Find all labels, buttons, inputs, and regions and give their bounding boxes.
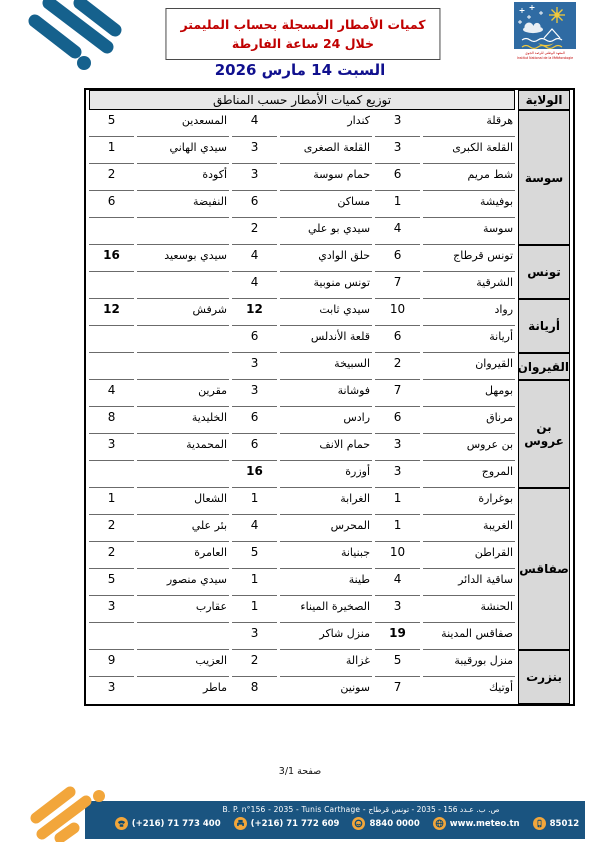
- globe-icon: [433, 817, 446, 830]
- fax-number: (+216) 71 772 609: [250, 818, 340, 829]
- region-name: القلعة الصغرى: [280, 137, 372, 164]
- rain-value: 3: [232, 164, 277, 191]
- region-name: صفاقس المدينة: [423, 623, 515, 650]
- rain-value: 6: [232, 434, 277, 461]
- rain-value: 3: [89, 434, 134, 461]
- rain-value: 8: [250, 680, 259, 694]
- rain-value: 3: [375, 596, 420, 623]
- rain-value: [89, 218, 134, 245]
- rain-value: [89, 326, 134, 353]
- region-name: المحرس: [280, 515, 372, 542]
- rainfall-table-body: [89, 110, 570, 704]
- rain-value: 2: [375, 353, 420, 380]
- region-name: سوسة: [423, 218, 515, 245]
- website-contact: [433, 817, 520, 830]
- region-name: أكودة: [137, 164, 229, 191]
- table-row: [89, 650, 570, 677]
- governorate-label: بن عروس: [518, 380, 570, 488]
- governorate-label: سوسة: [518, 110, 570, 245]
- region-name: الشعال: [137, 488, 229, 515]
- rain-value: 7: [393, 680, 402, 694]
- region-name: سيدي الهاني: [137, 137, 229, 164]
- region-name: مقرين: [137, 380, 229, 407]
- region-name: مساكن: [280, 191, 372, 218]
- rain-value: 10: [375, 542, 420, 569]
- phone-contact: [115, 817, 221, 830]
- rain-value: 1: [375, 488, 420, 515]
- region-name: أوزرة: [280, 461, 372, 488]
- rain-value: 4: [232, 110, 277, 137]
- distribution-header: توزيع كميات الأمطار حسب المناطق: [89, 90, 515, 110]
- rain-value: 3: [89, 596, 134, 623]
- rain-value: 3: [375, 137, 420, 164]
- governorate-label: صفاقس: [518, 488, 570, 650]
- region-name: الصخيرة الميناء: [280, 596, 372, 623]
- sms-contact: [533, 817, 580, 830]
- region-name: الغرابة: [280, 488, 372, 515]
- rain-value: 1: [232, 596, 277, 623]
- rain-value: 1: [89, 137, 134, 164]
- rain-value: 6: [89, 191, 134, 218]
- table-row: [89, 380, 570, 407]
- region-name: [137, 272, 229, 299]
- region-name: القلعة الكبرى: [423, 137, 515, 164]
- region-name: سيدي بوسعيد: [137, 245, 229, 272]
- region-name: رواد: [423, 299, 515, 326]
- rain-value: 10: [375, 299, 420, 326]
- region-name: شط مريم: [423, 164, 515, 191]
- rain-value: 2: [232, 218, 277, 245]
- rain-value: 6: [375, 245, 420, 272]
- rain-value: 4: [375, 569, 420, 596]
- region-name: [137, 218, 229, 245]
- region-name: بئر علي: [137, 515, 229, 542]
- rain-value: 3: [232, 137, 277, 164]
- page-number: صفحة 3/1: [278, 766, 322, 777]
- table-row: [89, 164, 570, 191]
- rain-value: 3: [375, 110, 420, 137]
- fax-contact: [234, 817, 340, 830]
- table-row: [89, 110, 570, 137]
- region-name: المسعدين: [137, 110, 229, 137]
- region-name: [137, 353, 229, 380]
- rain-value: 3: [232, 623, 277, 650]
- footer-stripes-icon: [24, 784, 124, 846]
- rain-value: 16: [232, 461, 277, 488]
- table-row: [89, 353, 570, 380]
- rainfall-table: [84, 88, 575, 706]
- rain-value: 4: [375, 218, 420, 245]
- rain-value: 9: [89, 650, 134, 677]
- inm-caption-fr: Institut National de la Météorologie: [516, 56, 574, 60]
- contacts-row: [85, 817, 585, 830]
- rain-value: 4: [232, 245, 277, 272]
- table-row: [89, 191, 570, 218]
- table-row: [89, 542, 570, 569]
- rain-value: 19: [375, 623, 420, 650]
- callcenter-number: 8840 0000: [369, 818, 420, 829]
- rain-value: 3: [107, 680, 116, 694]
- report-title-box: [165, 8, 440, 60]
- governorate-label: تونس: [518, 245, 570, 299]
- rain-value: [89, 353, 134, 380]
- rain-value: 1: [375, 191, 420, 218]
- rain-value: 5: [89, 110, 134, 137]
- governorate-label: أريانة: [518, 299, 570, 353]
- rain-value: [89, 623, 134, 650]
- region-name: منزل شاكر: [280, 623, 372, 650]
- rain-value: 2: [89, 515, 134, 542]
- region-name: قلعة الأندلس: [280, 326, 372, 353]
- rain-value: 6: [375, 164, 420, 191]
- sms-icon: [533, 817, 546, 830]
- rain-value: 6: [232, 326, 277, 353]
- rain-value: 4: [89, 380, 134, 407]
- rain-value: 16: [89, 245, 134, 272]
- rain-value: 3: [375, 461, 420, 488]
- rain-value: 4: [232, 515, 277, 542]
- region-name: [137, 623, 229, 650]
- region-name: [137, 461, 229, 488]
- callcenter-contact: [352, 817, 419, 830]
- region-name: القراطن: [423, 542, 515, 569]
- table-row: [89, 596, 570, 623]
- rain-value: 6: [375, 407, 420, 434]
- region-name: المروج: [423, 461, 515, 488]
- governorate-column-header: الولاية: [518, 90, 570, 110]
- rain-value: 5: [375, 650, 420, 677]
- region-name: منزل بورقيبة: [423, 650, 515, 677]
- rain-value: 7: [375, 272, 420, 299]
- region-name: السبيخة: [280, 353, 372, 380]
- phone-number: (+216) 71 773 400: [131, 818, 221, 829]
- region-name: مرناق: [423, 407, 515, 434]
- governorate-label: بنزرت: [518, 650, 570, 704]
- table-row: [89, 434, 570, 461]
- rain-value: 6: [232, 407, 277, 434]
- region-name: عقارب: [137, 596, 229, 623]
- region-name: بوغرارة: [423, 488, 515, 515]
- rain-value: 1: [89, 488, 134, 515]
- table-row: [89, 515, 570, 542]
- region-name: الخليدية: [137, 407, 229, 434]
- table-row: [89, 488, 570, 515]
- table-row: [89, 218, 570, 245]
- rain-value: 6: [375, 326, 420, 353]
- region-name: فوشانة: [280, 380, 372, 407]
- rain-value: [89, 461, 134, 488]
- table-row: [89, 461, 570, 488]
- region-name: العزيب: [137, 650, 229, 677]
- region-name: الشرقية: [423, 272, 515, 299]
- website-url: www.meteo.tn: [449, 818, 520, 829]
- region-name: سيدي بو علي: [280, 218, 372, 245]
- report-title-line1: كميات الأمطار المسجلة بحساب المليمتر: [180, 17, 426, 32]
- region-name: القيروان: [423, 353, 515, 380]
- rain-value: 1: [232, 569, 277, 596]
- region-name: ماطر: [202, 681, 228, 694]
- inm-caption-ar: المعهد الوطني للرصد الجوي: [525, 51, 565, 55]
- region-name: أريانة: [423, 326, 515, 353]
- region-name: العامرة: [137, 542, 229, 569]
- governorate-label: القيروان: [518, 353, 570, 380]
- rain-value: 2: [232, 650, 277, 677]
- rain-value: 3: [232, 380, 277, 407]
- region-name: سيدي ثابت: [280, 299, 372, 326]
- region-name: ساقية الدائر: [423, 569, 515, 596]
- region-name: المحمدية: [137, 434, 229, 461]
- rain-value: 6: [232, 191, 277, 218]
- table-row: [89, 245, 570, 272]
- region-name: كندار: [280, 110, 372, 137]
- rain-value: 5: [232, 542, 277, 569]
- table-row: [89, 299, 570, 326]
- region-name: غزالة: [280, 650, 372, 677]
- region-name: بوفيشة: [423, 191, 515, 218]
- table-row: [89, 407, 570, 434]
- region-name: بن عروس: [423, 434, 515, 461]
- footer-bar: [85, 801, 585, 839]
- rain-value: 2: [89, 164, 134, 191]
- region-name: تونس منوبية: [280, 272, 372, 299]
- rain-value: 3: [375, 434, 420, 461]
- rain-value: [89, 272, 134, 299]
- region-name: حمام الانف: [280, 434, 372, 461]
- region-name: رادس: [280, 407, 372, 434]
- fax-icon: [234, 817, 247, 830]
- region-name: طينة: [280, 569, 372, 596]
- rain-value: 1: [232, 488, 277, 515]
- region-name: هرقلة: [423, 110, 515, 137]
- region-name: أوتيك: [489, 681, 514, 694]
- region-name: سونين: [340, 681, 371, 694]
- table-row: [89, 569, 570, 596]
- region-name: [137, 326, 229, 353]
- region-name: الغريبة: [423, 515, 515, 542]
- inm-emblem-logo-icon: [514, 2, 576, 66]
- region-name: تونس قرطاج: [423, 245, 515, 272]
- region-name: سيدي منصور: [137, 569, 229, 596]
- table-row: [89, 326, 570, 353]
- rain-value: 8: [89, 407, 134, 434]
- rain-value: 4: [232, 272, 277, 299]
- report-title-line2: خلال 24 ساعة الفارطة: [231, 36, 375, 52]
- rain-value: 5: [89, 569, 134, 596]
- region-name: حمام سوسة: [280, 164, 372, 191]
- sms-number: 85012: [549, 818, 580, 829]
- callcenter-icon: [352, 817, 365, 830]
- rain-value: 12: [232, 299, 277, 326]
- region-name: بومهل: [423, 380, 515, 407]
- rain-value: 1: [375, 515, 420, 542]
- region-name: جبنيانة: [280, 542, 372, 569]
- table-row: [89, 677, 570, 704]
- region-name: النفيضة: [137, 191, 229, 218]
- address-line: B. P. n°156 - 2035 - Tunis Carthage - ص. ب. عـدد 156 - 2035 - تونس قرطاج: [222, 805, 500, 814]
- rain-value: 7: [375, 380, 420, 407]
- table-row: [89, 272, 570, 299]
- rain-value: 3: [232, 353, 277, 380]
- rain-value: 2: [89, 542, 134, 569]
- region-name: الحنشة: [423, 596, 515, 623]
- report-date: السبت 14 مارس 2026: [214, 61, 386, 79]
- rain-value: 12: [89, 299, 134, 326]
- table-row: [89, 137, 570, 164]
- table-row: [89, 623, 570, 650]
- region-name: شرفش: [137, 299, 229, 326]
- region-name: حلق الوادي: [280, 245, 372, 272]
